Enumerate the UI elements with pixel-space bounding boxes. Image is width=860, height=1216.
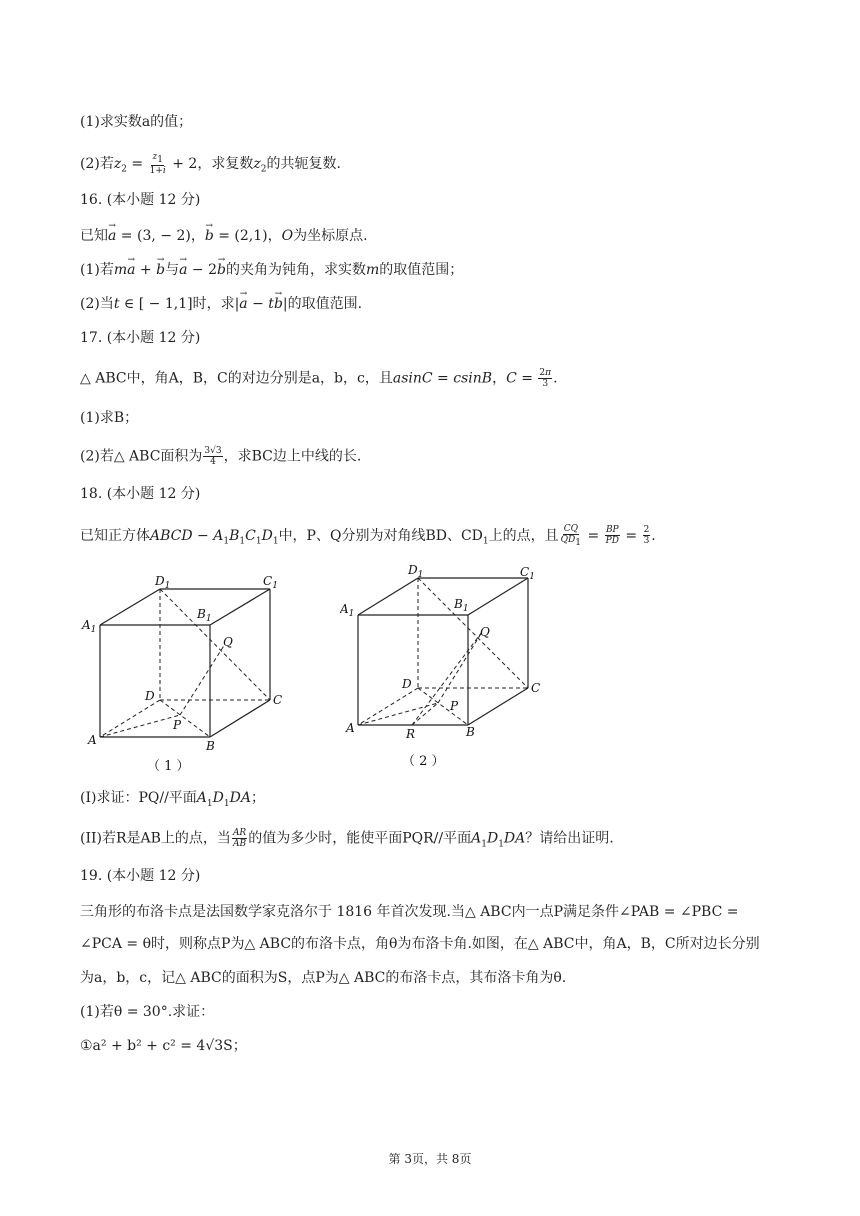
q18-part1: (I)求证：PQ//平面$A_1D_1DA$； bbox=[80, 790, 265, 809]
page-footer: 第 3页，共 8页 bbox=[388, 1152, 472, 1166]
q17-part1: (1)求B； bbox=[80, 410, 139, 426]
q19-header: 19. (本小题 12 分) bbox=[80, 868, 201, 884]
svg-text:A1: $A_1$ bbox=[82, 618, 97, 635]
q19-line2: ∠PCA = θ时，则称点P为△ ABC的布洛卡点，角θ为布洛卡角.如图，在△ ABC中，角A，B，C所对边长分别 bbox=[80, 936, 760, 952]
q19-part1: (1)若θ = 30°.求证： bbox=[80, 1004, 215, 1020]
svg-text:C: C bbox=[273, 693, 283, 707]
q17-header: 17. (本小题 12 分) bbox=[80, 330, 201, 346]
svg-text:R: R bbox=[406, 727, 416, 741]
q19-line3: 为a，b，c，记△ ABC的面积为S，点P为△ ABC的布洛卡点，其布洛卡角为θ. bbox=[80, 970, 567, 986]
svg-text:B: B bbox=[466, 725, 475, 739]
svg-text:B1: $B_1$ bbox=[454, 597, 469, 614]
svg-text:C: C bbox=[531, 681, 541, 695]
q18-header: 18. (本小题 12 分) bbox=[80, 486, 201, 502]
svg-text:B: B bbox=[206, 739, 215, 753]
q16-stem: 已知→ a = (3, − 2)，→ b = (2,1)，O为坐标原点. bbox=[80, 226, 368, 246]
svg-text:P: P bbox=[173, 718, 182, 732]
svg-text:D1: $D_1$ bbox=[408, 563, 424, 580]
q16-part1: (1)若m→ a + → b与→ a − 2→ b的夹角为钝角，求实数m的取值范围； bbox=[80, 260, 463, 280]
svg-text:A1: $A_1$ bbox=[340, 602, 355, 619]
svg-text:（ 1 ）: （ 1 ） bbox=[147, 759, 190, 774]
svg-text:A: A bbox=[346, 721, 355, 735]
svg-text:（ 2 ）: （ 2 ） bbox=[402, 754, 445, 769]
q18-part2: (II)若R是AB上的点，当 $\frac{AR}{AB}$ 的值为多少时，能使平面PQR//平面$A_1D_1DA$？请给出证明. bbox=[80, 828, 614, 850]
svg-text:Q: Q bbox=[223, 635, 233, 649]
svg-text:D: D bbox=[145, 689, 155, 703]
svg-text:D: D bbox=[402, 677, 412, 691]
q17-part2: (2)若△ ABC面积为 $\frac{3√3}{4}$ ，求BC边上中线的长. bbox=[80, 446, 362, 467]
svg-text:C1: $C_1$ bbox=[520, 565, 535, 582]
svg-text:B1: $B_1$ bbox=[197, 607, 212, 624]
q19-part1-item1: ①a² + b² + c² = 4√3S； bbox=[80, 1038, 247, 1054]
q17-stem: △ ABC中，角A，B，C的对边分别是a，b，c，且asinC = csinB，C = $\frac{2\pi}{3}$ . bbox=[80, 368, 558, 389]
svg-text:C1: $C_1$ bbox=[263, 574, 278, 591]
q16-part2: (2)当t ∈ [ − 1,1]时，求|→ a − t→ b|的取值范围. bbox=[80, 294, 362, 314]
q18-stem: 已知正方体ABCD − $A_1B_1C_1D_1$中，P、Q分别为对角线BD、$CD_1$上的点，且 $\frac{CQ}{QD_1}$ = $\frac{BP}{PD}$ = $\frac{2}{3}$ . bbox=[80, 524, 656, 548]
svg-text:A: A bbox=[88, 733, 97, 747]
q19-line1: 三角形的布洛卡点是法国数学家克洛尔于 1816 年首次发现.当△ ABC内一点P满足条件∠PAB = ∠PBC = bbox=[80, 904, 739, 920]
q15-part1: (1)求实数a的值； bbox=[80, 114, 193, 130]
svg-text:Q: Q bbox=[480, 625, 490, 639]
q16-header: 16. (本小题 12 分) bbox=[80, 192, 201, 208]
q15-part2: (2)若$z_2$ = $\frac{z_1}{1+i}$ + 2，求复数$z_2$的共轭复数. bbox=[80, 152, 341, 176]
cube-figure-1 bbox=[80, 570, 295, 780]
cube-figure-2 bbox=[340, 560, 555, 775]
svg-text:D1: $D_1$ bbox=[155, 574, 171, 591]
svg-text:P: P bbox=[450, 699, 459, 713]
